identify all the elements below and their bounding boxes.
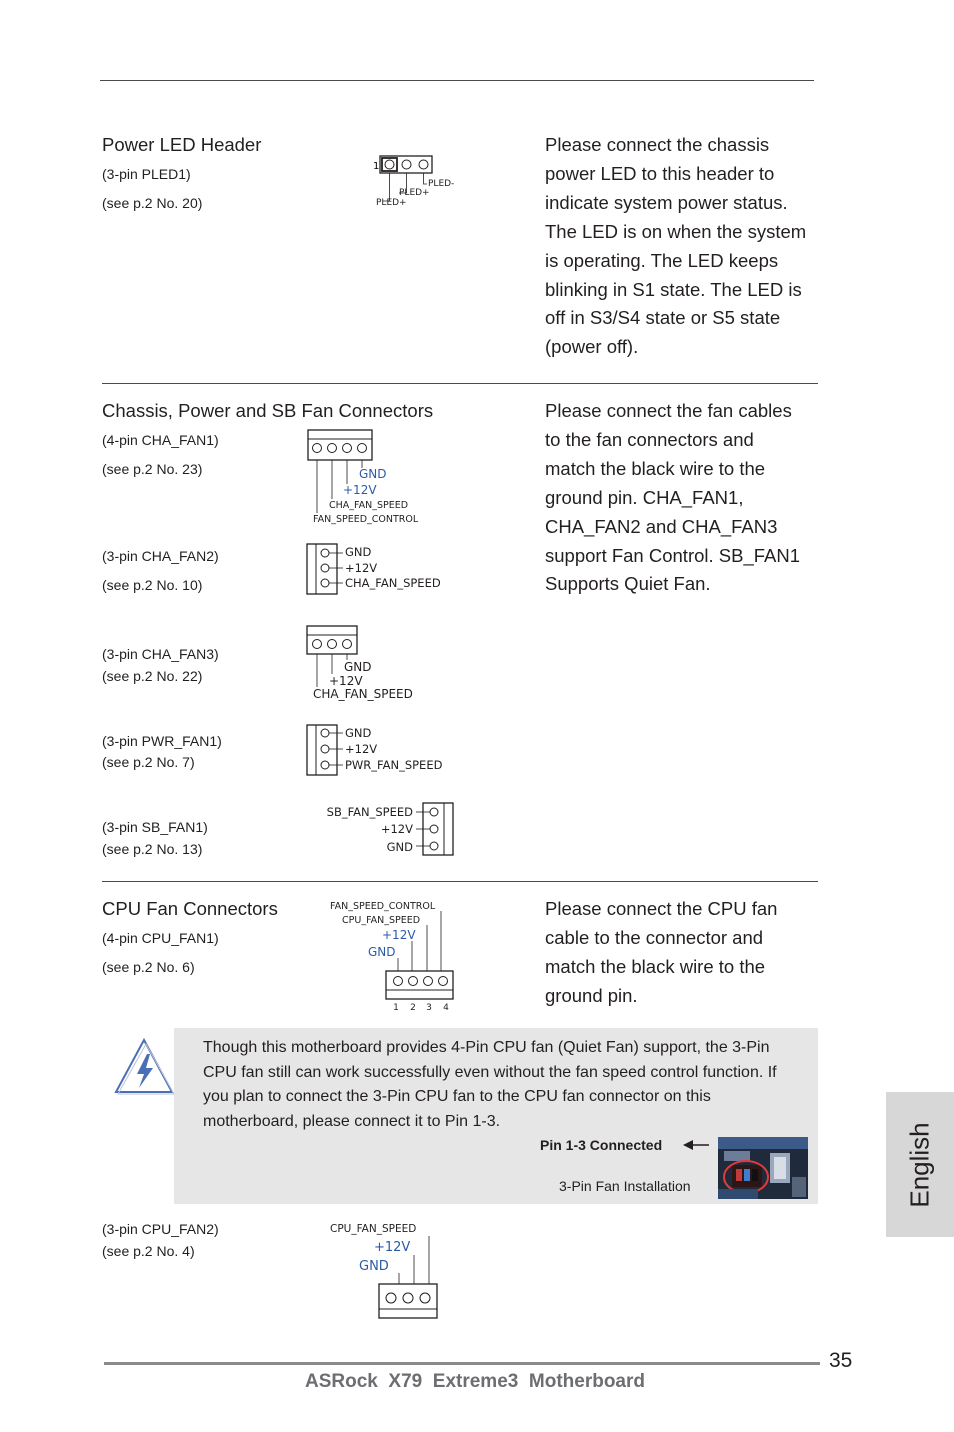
- cpu-fan1-sub-pins: (4-pin CPU_FAN1): [102, 930, 219, 946]
- note-line: you plan to connect the 3-Pin CPU fan to the CPU fan connector on this: [203, 1088, 711, 1106]
- sb-fan1-sub-pins: (3-pin SB_FAN1): [102, 819, 208, 835]
- pwr-fan1-diagram: [305, 722, 457, 778]
- cha-fan1-12v-label: +12V: [343, 483, 377, 497]
- footer-rule: [104, 1362, 820, 1365]
- cha-fan2-diagram: [305, 542, 457, 596]
- pled-minus-label: PLED-: [428, 179, 455, 189]
- desc-line: blinking in S1 state. The LED is: [545, 278, 802, 300]
- sb-fan1-gnd-label: GND: [386, 840, 413, 854]
- cpu-fan1-sub-ref: (see p.2 No. 6): [102, 959, 195, 975]
- cpu-fan2-speed-label: CPU_FAN_SPEED: [330, 1223, 417, 1235]
- desc-line: Please connect the fan cables: [545, 400, 792, 421]
- cha-fan1-diagram: [305, 428, 435, 526]
- desc-line: Please connect the CPU fan: [545, 898, 778, 919]
- pled-plus-label-1: PLED+: [399, 188, 430, 198]
- language-tab-label: English: [904, 1121, 935, 1208]
- desc-line: support Fan Control. SB_FAN1: [545, 544, 801, 566]
- desc-line: cable to the connector and: [545, 926, 764, 948]
- sb-fan1-speed-label: SB_FAN_SPEED: [326, 805, 413, 819]
- cha-fan3-sub-pins: (3-pin CHA_FAN3): [102, 646, 219, 662]
- sb-fan1-12v-label: +12V: [380, 822, 413, 836]
- section-divider: [102, 383, 818, 384]
- pled-plus-label-2: PLED+: [376, 198, 407, 208]
- cpu-fan1-12v-label: +12V: [382, 928, 416, 942]
- cpu-fan2-diagram: [328, 1218, 444, 1324]
- pled-header-diagram: [370, 152, 455, 210]
- desc-line: is operating. The LED keeps: [545, 249, 779, 271]
- desc-line: Please connect the chassis: [545, 134, 770, 155]
- cpu-fan1-pin4-label: 4: [443, 1003, 449, 1013]
- power-led-sub-pins: (3-pin PLED1): [102, 166, 191, 182]
- cpu-fan1-pin2-label: 2: [410, 1003, 416, 1013]
- cha-fan3-speed-label: CHA_FAN_SPEED: [313, 687, 413, 701]
- cha-fan1-speed-label: CHA_FAN_SPEED: [329, 500, 409, 511]
- desc-line: match the black wire to the: [545, 955, 766, 977]
- installation-caption: 3-Pin Fan Installation: [559, 1178, 691, 1194]
- desc-line: Supports Quiet Fan.: [545, 573, 711, 595]
- desc-line: ground pin. CHA_FAN1,: [545, 486, 744, 508]
- cpu-fan1-speed-label: CPU_FAN_SPEED: [342, 915, 421, 926]
- cpu-fan1-pin1-label: 1: [393, 1003, 399, 1013]
- cha-fan2-gnd-label: GND: [345, 545, 372, 559]
- pled-pin1-label: 1: [373, 161, 380, 172]
- cpu-fan2-sub-pins: (3-pin CPU_FAN2): [102, 1221, 219, 1237]
- pwr-fan1-speed-label: PWR_FAN_SPEED: [345, 758, 443, 772]
- cha-fan1-sub-ref: (see p.2 No. 23): [102, 461, 203, 477]
- note-line: CPU fan still can work successfully even without the fan speed control function. If: [203, 1063, 777, 1081]
- cha-fan1-sub-pins: (4-pin CHA_FAN1): [102, 432, 219, 448]
- cpu-fans-title: CPU Fan Connectors: [102, 898, 278, 919]
- cha-fan3-sub-ref: (see p.2 No. 22): [102, 668, 203, 684]
- desc-line: ground pin.: [545, 984, 638, 1006]
- pwr-fan1-sub-ref: (see p.2 No. 7): [102, 754, 195, 770]
- cha-fan3-12v-label: +12V: [329, 674, 363, 688]
- pwr-fan1-sub-pins: (3-pin PWR_FAN1): [102, 733, 222, 749]
- note-box: [174, 1028, 818, 1204]
- cha-fan2-12v-label: +12V: [345, 561, 378, 575]
- desc-line: power LED to this header to: [545, 162, 775, 184]
- cpu-fan1-control-label: FAN_SPEED_CONTROL: [330, 901, 436, 912]
- chassis-fans-description: [545, 397, 825, 599]
- cha-fan2-sub-ref: (see p.2 No. 10): [102, 577, 203, 593]
- cpu-fan1-gnd-label: GND: [368, 945, 396, 959]
- desc-line: The LED is on when the system: [545, 220, 807, 242]
- desc-line: match the black wire to the: [545, 457, 766, 479]
- cpu-fan1-pin3-label: 3: [426, 1003, 432, 1013]
- section-divider: [102, 881, 818, 882]
- sb-fan1-diagram: [305, 800, 457, 858]
- chassis-fans-title: Chassis, Power and SB Fan Connectors: [102, 400, 434, 421]
- footer-brand: ASRock X79 Extreme3 Motherboard: [305, 1371, 645, 1392]
- sb-fan1-sub-ref: (see p.2 No. 13): [102, 841, 203, 857]
- power-led-description: [545, 131, 825, 362]
- desc-line: CHA_FAN2 and CHA_FAN3: [545, 515, 778, 537]
- top-rule: [100, 80, 814, 81]
- cpu-fan2-sub-ref: (see p.2 No. 4): [102, 1243, 195, 1259]
- cha-fan1-control-label: FAN_SPEED_CONTROL: [313, 514, 419, 525]
- desc-line: to the fan connectors and: [545, 428, 754, 450]
- note-line: motherboard, please connect it to Pin 1-3.: [203, 1112, 501, 1130]
- page-number: 35: [829, 1349, 853, 1372]
- cpu-fans-description: [545, 895, 825, 1011]
- desc-line: indicate system power status.: [545, 191, 788, 213]
- pwr-fan1-12v-label: +12V: [345, 742, 378, 756]
- cpu-fan2-12v-label: +12V: [374, 1240, 411, 1255]
- cpu-fan1-diagram: [328, 898, 460, 1014]
- cha-fan3-gnd-label: GND: [344, 660, 372, 674]
- fan-installation-photo: [718, 1137, 808, 1199]
- power-led-title: Power LED Header: [102, 134, 262, 155]
- note-text: [203, 1036, 813, 1134]
- desc-line: (power off).: [545, 336, 639, 358]
- left-arrow-icon: [682, 1138, 710, 1152]
- cpu-fan2-gnd-label: GND: [359, 1259, 389, 1274]
- cha-fan3-diagram: [305, 624, 430, 702]
- note-line: Though this motherboard provides 4-Pin CPU fan (Quiet Fan) support, the 3-Pin: [203, 1039, 770, 1056]
- power-led-sub-ref: (see p.2 No. 20): [102, 195, 203, 211]
- warning-triangle-icon: [112, 1036, 176, 1098]
- language-tab: [886, 1092, 954, 1237]
- pwr-fan1-gnd-label: GND: [345, 726, 372, 740]
- cha-fan2-speed-label: CHA_FAN_SPEED: [345, 576, 441, 590]
- cha-fan2-sub-pins: (3-pin CHA_FAN2): [102, 548, 219, 564]
- pin-connected-label: Pin 1-3 Connected: [540, 1137, 663, 1153]
- desc-line: off in S3/S4 state or S5 state: [545, 307, 781, 329]
- cha-fan1-gnd-label: GND: [359, 467, 387, 481]
